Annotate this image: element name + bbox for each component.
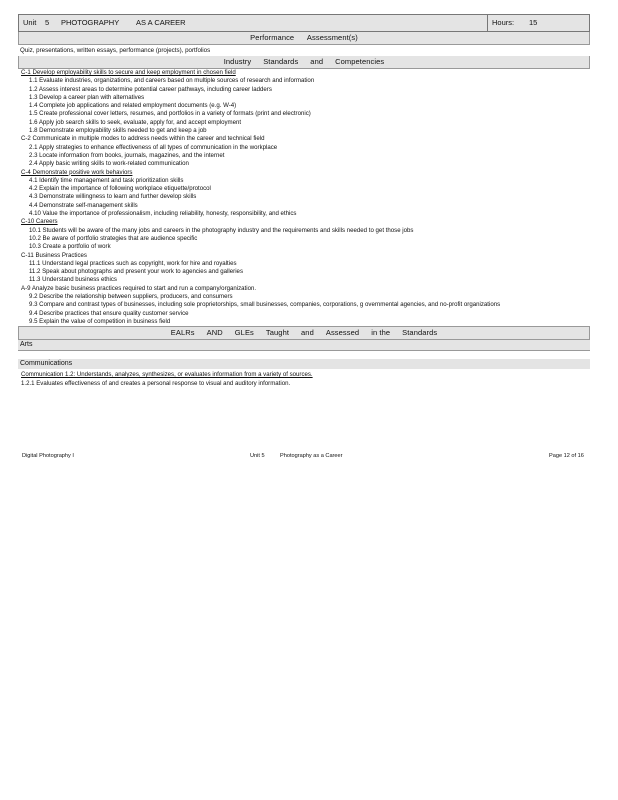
competency-item: 4.1 Identify time management and task prioritization skills	[29, 176, 184, 184]
competency-item: 2.4 Apply basic writing skills to work-related communication	[29, 160, 189, 168]
communication-standard: Communication 1.2: Understands, analyzes, synthesizes, or evaluates information from a variety of sources.	[21, 371, 313, 379]
competency-item: 4.3 Demonstrate willingness to learn and further develop skills	[29, 193, 197, 201]
communications-label: Communications	[18, 359, 590, 369]
competency-item: 9.5 Explain the value of competition in business field	[29, 317, 171, 325]
arts-label: Arts	[18, 340, 590, 351]
competency-heading: C-10 Careers	[21, 218, 58, 226]
ealrs-band-word: Taught	[265, 328, 290, 338]
ealrs-band-word: EALRs	[170, 328, 195, 338]
ealrs-band	[18, 326, 590, 340]
ealrs-band-word: AND	[206, 328, 223, 338]
competency-item: 1.5 Create professional cover letters, resumes, and portfolios in a variety of formats (print and electronic)	[29, 110, 311, 118]
competency-heading: C-2 Communicate in multiple modes to address needs within the career and technical field	[21, 135, 265, 143]
ealrs-band-word: and	[301, 328, 314, 338]
hours-label: Hours:	[492, 18, 515, 27]
standards-band-word: Competencies	[335, 57, 385, 66]
ealrs-band-word: Standards	[402, 328, 438, 338]
footer-unit-title: Photography as a Career	[280, 453, 343, 459]
unit-number: 5	[45, 18, 50, 27]
competency-item: 1.2 Assess interest areas to determine potential career pathways, including career ladders	[29, 85, 272, 93]
standards-band-word: and	[310, 57, 324, 66]
standards-band-word: Industry	[223, 57, 252, 66]
competency-item: 2.3 Locate information from books, journals, magazines, and the internet	[29, 151, 225, 159]
competency-item: 4.4 Demonstrate self-management skills	[29, 201, 138, 209]
ealrs-band-word: Assessed	[325, 328, 360, 338]
standards-band	[18, 56, 590, 69]
competency-item: 2.1 Apply strategies to enhance effectiveness of all types of communication in the workplace	[29, 143, 278, 151]
competency-item: 9.2 Describe the relationship between suppliers, producers, and consumers	[29, 293, 233, 301]
competency-item: 11.1 Understand legal practices such as copyright, work for hire and royalties	[29, 259, 237, 267]
competency-item: 9.4 Describe practices that ensure quality customer service	[29, 309, 189, 317]
competency-list	[18, 69, 590, 326]
unit-title-left: PHOTOGRAPHY	[61, 18, 120, 27]
unit-title-right: AS A CAREER	[136, 18, 186, 27]
unit-label: Unit	[23, 18, 37, 27]
communication-item: 1.2.1 Evaluates effectiveness of and creates a personal response to visual and auditory information.	[21, 379, 291, 387]
competency-item: 10.2 Be aware of portfolio strategies that are audience specific	[29, 234, 198, 242]
competency-item: 1.3 Develop a career plan with alternatives	[29, 93, 145, 101]
competency-item: 1.1 Evaluate industries, organizations, and careers based on multiple sources of research and information	[29, 77, 315, 85]
performance-band	[18, 32, 590, 45]
competency-item: 9.3 Compare and contrast types of businesses, including sole proprietorships, small businesses, companies, corporations, g overnmental agencies, and no-profit organizations	[29, 301, 501, 309]
competency-item: 4.10 Value the importance of professionalism, including reliability, honesty, responsibility, and ethics	[29, 210, 297, 218]
competency-heading: C-1 Develop employability skills to secure and keep employment in chosen field	[21, 69, 236, 76]
hours-cell	[487, 15, 488, 31]
competency-item: 10.1 Students will be aware of the many jobs and careers in the photography industry and the requirements and skills needed to get those jobs	[29, 226, 414, 234]
competency-heading: C-4 Demonstrate positive work behaviors	[21, 168, 133, 176]
unit-header	[18, 14, 590, 32]
document-page	[18, 14, 590, 388]
competency-heading: A-9 Analyze basic business practices required to start and run a company/organization.	[21, 284, 257, 292]
standards-band-word: Standards	[263, 57, 299, 66]
performance-title-right: Assessment(s)	[306, 33, 358, 42]
footer-course: Digital Photography I	[22, 453, 74, 459]
competency-item: 10.3 Create a portfolio of work	[29, 243, 111, 251]
competency-item: 4.2 Explain the importance of following workplace etiquette/protocol	[29, 185, 211, 193]
competency-item: 1.8 Demonstrate employability skills needed to get and keep a job	[29, 127, 207, 135]
competency-item: 1.4 Complete job applications and related employment documents (e.g. W-4)	[29, 102, 237, 110]
competency-item: 11.2 Speak about photographs and present your work to agencies and galleries	[29, 268, 243, 276]
footer-unit: Unit 5	[250, 453, 265, 459]
competency-heading: C-11 Business Practices	[21, 251, 87, 259]
footer-page-number: Page 12 of 16	[549, 453, 584, 459]
competency-item: 1.6 Apply job search skills to seek, evaluate, apply for, and accept employment	[29, 118, 242, 126]
performance-text: Quiz, presentations, written essays, performance (projects), portfolios	[20, 47, 211, 54]
ealrs-band-word: in the	[371, 328, 391, 338]
ealrs-band-word: GLEs	[234, 328, 254, 338]
performance-title-left: Performance	[250, 33, 295, 42]
competency-item: 11.3 Understand business ethics	[29, 276, 117, 284]
hours-value: 15	[529, 18, 538, 27]
